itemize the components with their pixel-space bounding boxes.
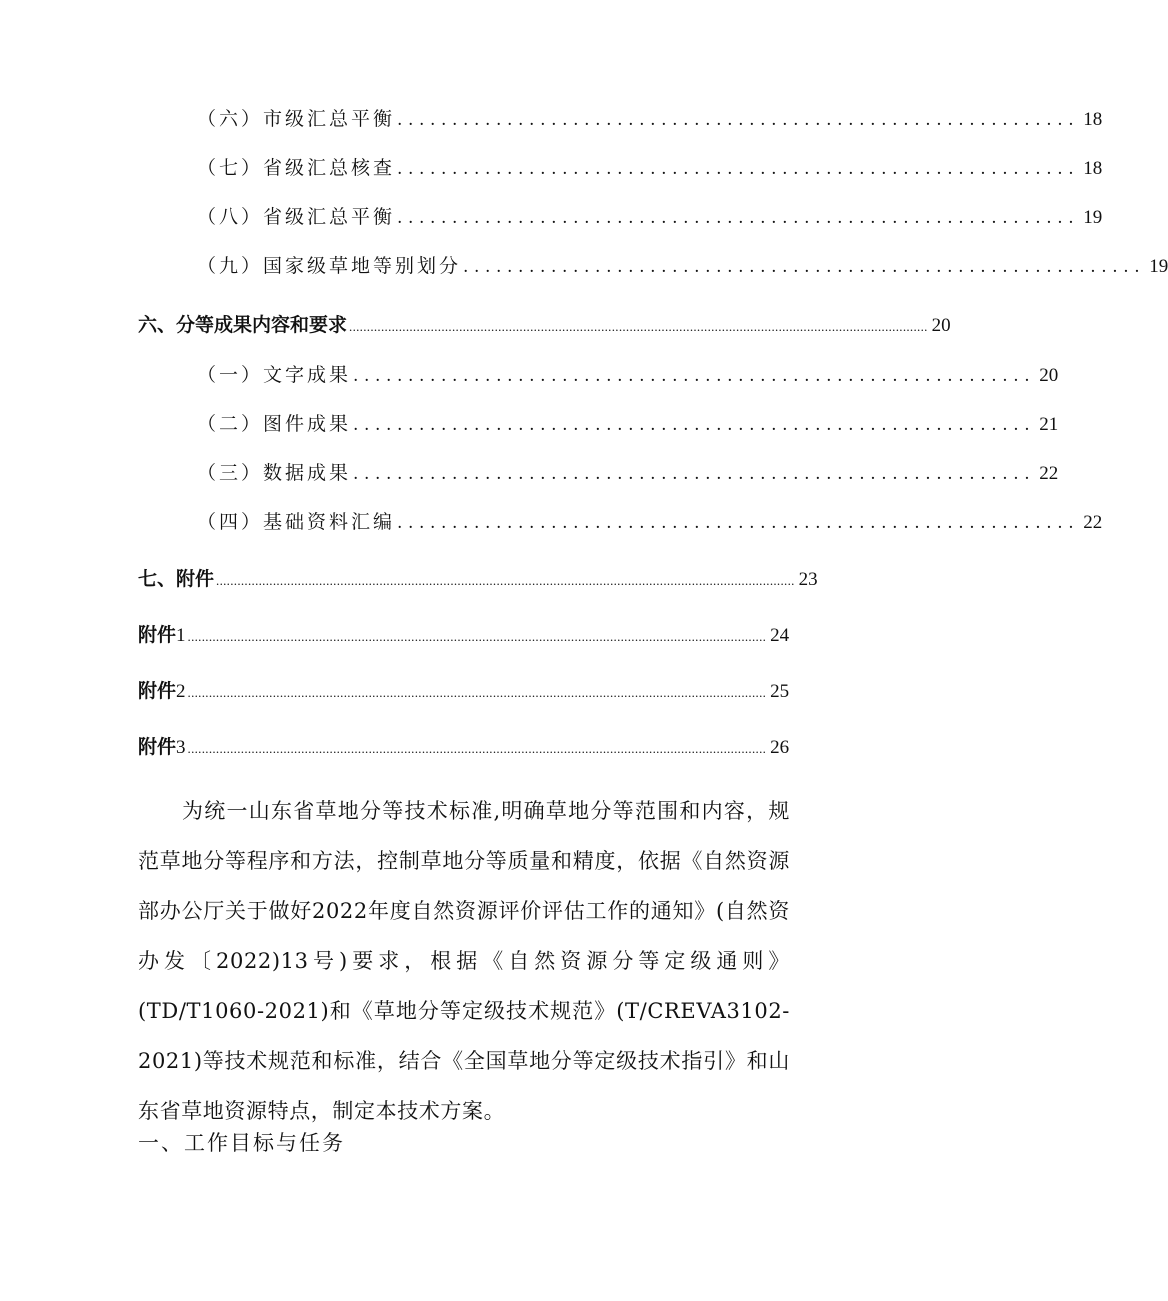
- toc-entry-label: 附件2: [138, 680, 186, 702]
- toc-entry[interactable]: [197, 458, 1059, 485]
- toc-entry-attachment[interactable]: [138, 732, 790, 759]
- toc-leader-dots: ..............................................................: [397, 208, 1080, 228]
- toc-entry-label: （八）省级汇总平衡: [197, 206, 396, 228]
- toc-leader-dots: ...................................................................................................................................................................: [187, 629, 767, 644]
- toc-entry[interactable]: [197, 202, 1103, 229]
- attachment-number: 3: [176, 737, 186, 758]
- section-heading: 一、工作目标与任务: [138, 1131, 345, 1155]
- toc-leader-dots: ...................................................................................................................................................................: [349, 319, 928, 334]
- toc-page-number: 20: [1039, 365, 1059, 386]
- toc-leader-dots: ..............................................................: [353, 415, 1036, 435]
- toc-leader-dots: ...................................................................................................................................................................: [187, 685, 767, 700]
- toc-leader-dots: ...................................................................................................................................................................: [216, 573, 795, 588]
- toc-page-number: 22: [1083, 512, 1103, 533]
- toc-leader-dots: ...................................................................................................................................................................: [187, 741, 767, 756]
- toc-page-number: 24: [770, 625, 790, 646]
- toc-page-number: 18: [1083, 109, 1103, 130]
- toc-entry-label: 六、分等成果内容和要求: [138, 314, 348, 336]
- toc-page-number: 26: [770, 737, 790, 758]
- toc-entry-label: 附件1: [138, 624, 186, 646]
- toc-entry[interactable]: [197, 507, 1103, 534]
- toc-entry-attachment[interactable]: [138, 620, 790, 647]
- toc-entry-label: （九）国家级草地等别划分: [197, 255, 462, 277]
- toc-entry-label: （三）数据成果: [197, 462, 352, 484]
- toc-page-number: 19: [1149, 256, 1168, 277]
- toc-entry-label: （一）文字成果: [197, 364, 352, 386]
- toc-leader-dots: ..............................................................: [353, 366, 1036, 386]
- toc-leader-dots: ..............................................................: [397, 513, 1080, 533]
- toc-page-number: 21: [1039, 414, 1059, 435]
- toc-entry-chapter[interactable]: [138, 564, 818, 591]
- toc-page-number: 22: [1039, 463, 1059, 484]
- toc-entry-label: （二）图件成果: [197, 413, 352, 435]
- toc-entry[interactable]: [197, 251, 1168, 278]
- toc-entry[interactable]: [197, 360, 1059, 387]
- toc-entry-attachment[interactable]: [138, 676, 790, 703]
- toc-leader-dots: ..............................................................: [397, 159, 1080, 179]
- toc-leader-dots: ..............................................................: [353, 464, 1036, 484]
- toc-page-number: 20: [931, 315, 951, 336]
- attachment-number: 2: [176, 681, 186, 702]
- toc-entry-label: 附件3: [138, 736, 186, 758]
- toc-entry-label: （七）省级汇总核查: [197, 157, 396, 179]
- toc-entry-chapter[interactable]: [138, 310, 951, 337]
- toc-entry[interactable]: [197, 104, 1103, 131]
- toc-entry-label: 七、附件: [138, 568, 215, 590]
- attachment-number: 1: [176, 625, 186, 646]
- toc-page-number: 23: [798, 569, 818, 590]
- toc-entry[interactable]: [197, 153, 1103, 180]
- toc-leader-dots: ..............................................................: [463, 257, 1146, 277]
- toc-leader-dots: ..............................................................: [397, 110, 1080, 130]
- toc-entry[interactable]: [197, 409, 1059, 436]
- toc-page-number: 18: [1083, 158, 1103, 179]
- intro-paragraph: 为统一山东省草地分等技术标准,明确草地分等范围和内容，规范草地分等程序和方法，控制草地分等质量和精度，依据《自然资源部办公厅关于做好2022年度自然资源评价评估工作的通知》(自然资办发〔2022)13号)要求，根据《自然资源分等定级通则》(TD/T1060-2021)和《草地分等定级技术规范》(T/CREVA3102-2021)等技术规范和标准，结合《全国草地分等定级技术指引》和山东省草地资源特点，制定本技术方案。: [138, 799, 790, 1123]
- toc-page-number: 19: [1083, 207, 1103, 228]
- toc-entry-label: （四）基础资料汇编: [197, 511, 396, 533]
- toc-page-number: 25: [770, 681, 790, 702]
- toc-entry-label: （六）市级汇总平衡: [197, 108, 396, 130]
